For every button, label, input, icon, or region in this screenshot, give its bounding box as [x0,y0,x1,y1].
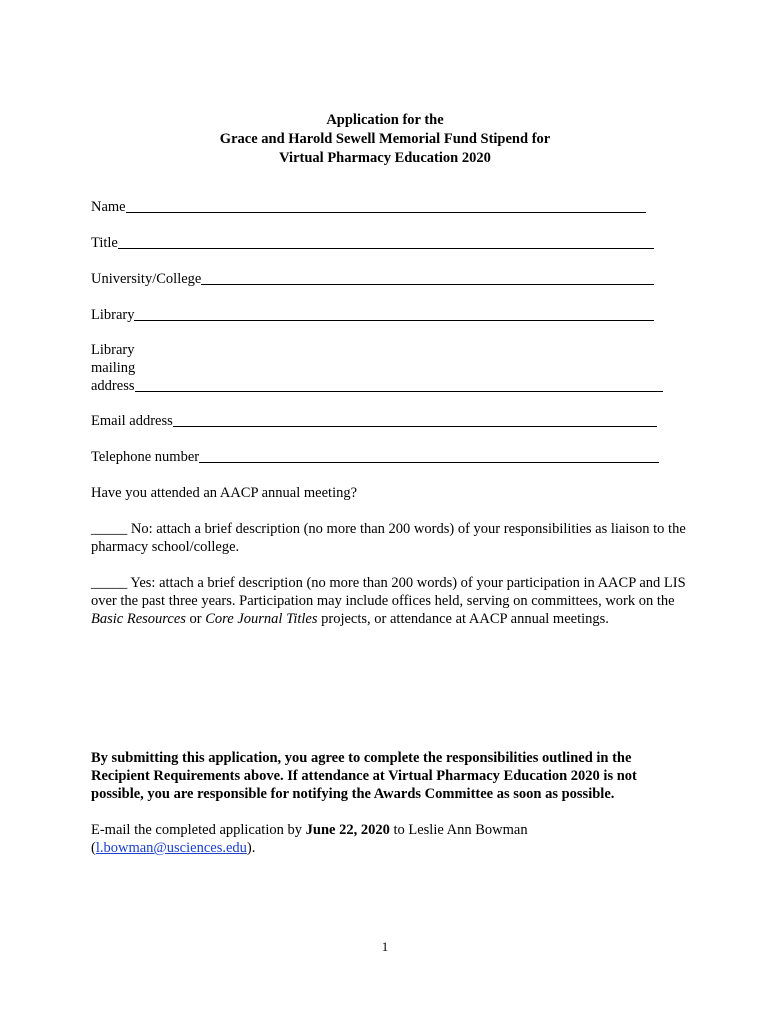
option-yes-italic-basic-resources: Basic Resources [91,611,186,627]
option-yes-text-c: projects, or attendance at AACP annual meetings. [317,611,609,627]
submit-deadline: June 22, 2020 [305,822,390,838]
title-line-2: Grace and Harold Sewell Memorial Fund Stipend for [219,131,551,147]
university-blank-line[interactable] [201,283,654,285]
option-yes [91,574,687,628]
email-blank-line[interactable] [173,425,657,427]
name-field[interactable] [91,198,646,216]
title-field[interactable] [91,234,654,252]
submit-prefix: E-mail the completed application by [91,822,306,838]
option-yes-text-a: Yes: attach a brief description (no more than 200 words) of your participation in AACP and LIS over the past three years. Participation may include offices held, serving on committees, work on the [91,575,686,609]
university-label: University/College [91,271,202,287]
name-label: Name [91,199,126,215]
option-yes-blank[interactable]: _____ [91,575,128,591]
agreement-statement: By submitting this application, you agree to complete the responsibilities outlined in the Recipient Requirements above. If attendance at Virtual Pharmacy Education 2020 is not possible, you are responsible for notifying the Awards Committee as soon as possible. [91,750,637,802]
document-title [0,111,770,168]
submit-mid: to Leslie Ann Bowman [389,822,528,838]
submit-close-paren: ). [246,840,256,856]
email-field[interactable] [91,412,657,430]
title-line-1: Application for the [326,112,444,128]
option-no-blank[interactable]: _____ [91,521,128,537]
option-yes-text-b: or [185,611,206,627]
telephone-label: Telephone number [91,449,200,465]
submit-open-paren: ( [91,840,96,856]
university-field[interactable] [91,270,654,288]
option-no-text: No: attach a brief description (no more than 200 words) of your responsibilities as liaison to the pharmacy school/college. [91,521,686,555]
library-field[interactable] [91,306,654,324]
submit-email-link[interactable]: l.bowman@usciences.edu [95,840,247,856]
library-label: Library [91,307,135,323]
title-blank-line[interactable] [118,247,654,249]
name-blank-line[interactable] [126,211,646,213]
option-yes-italic-core-journal-titles: Core Journal Titles [205,611,318,627]
mailing-label-line-3: address [91,378,135,394]
telephone-field[interactable] [91,448,659,466]
aacp-question: Have you attended an AACP annual meeting? [91,485,358,501]
page-number: 1 [381,939,389,954]
library-blank-line[interactable] [134,319,654,321]
submission-instructions [91,821,691,857]
telephone-blank-line[interactable] [199,461,659,463]
title-label: Title [91,235,118,251]
mailing-address-label [91,341,135,395]
mailing-label-line-1: Library [91,342,135,358]
mailing-address-field[interactable] [91,341,663,395]
title-line-3: Virtual Pharmacy Education 2020 [279,150,491,166]
mailing-label-line-2: mailing [91,360,136,376]
email-label: Email address [91,413,173,429]
mailing-address-blank-line[interactable] [135,390,663,392]
option-no [91,520,691,556]
